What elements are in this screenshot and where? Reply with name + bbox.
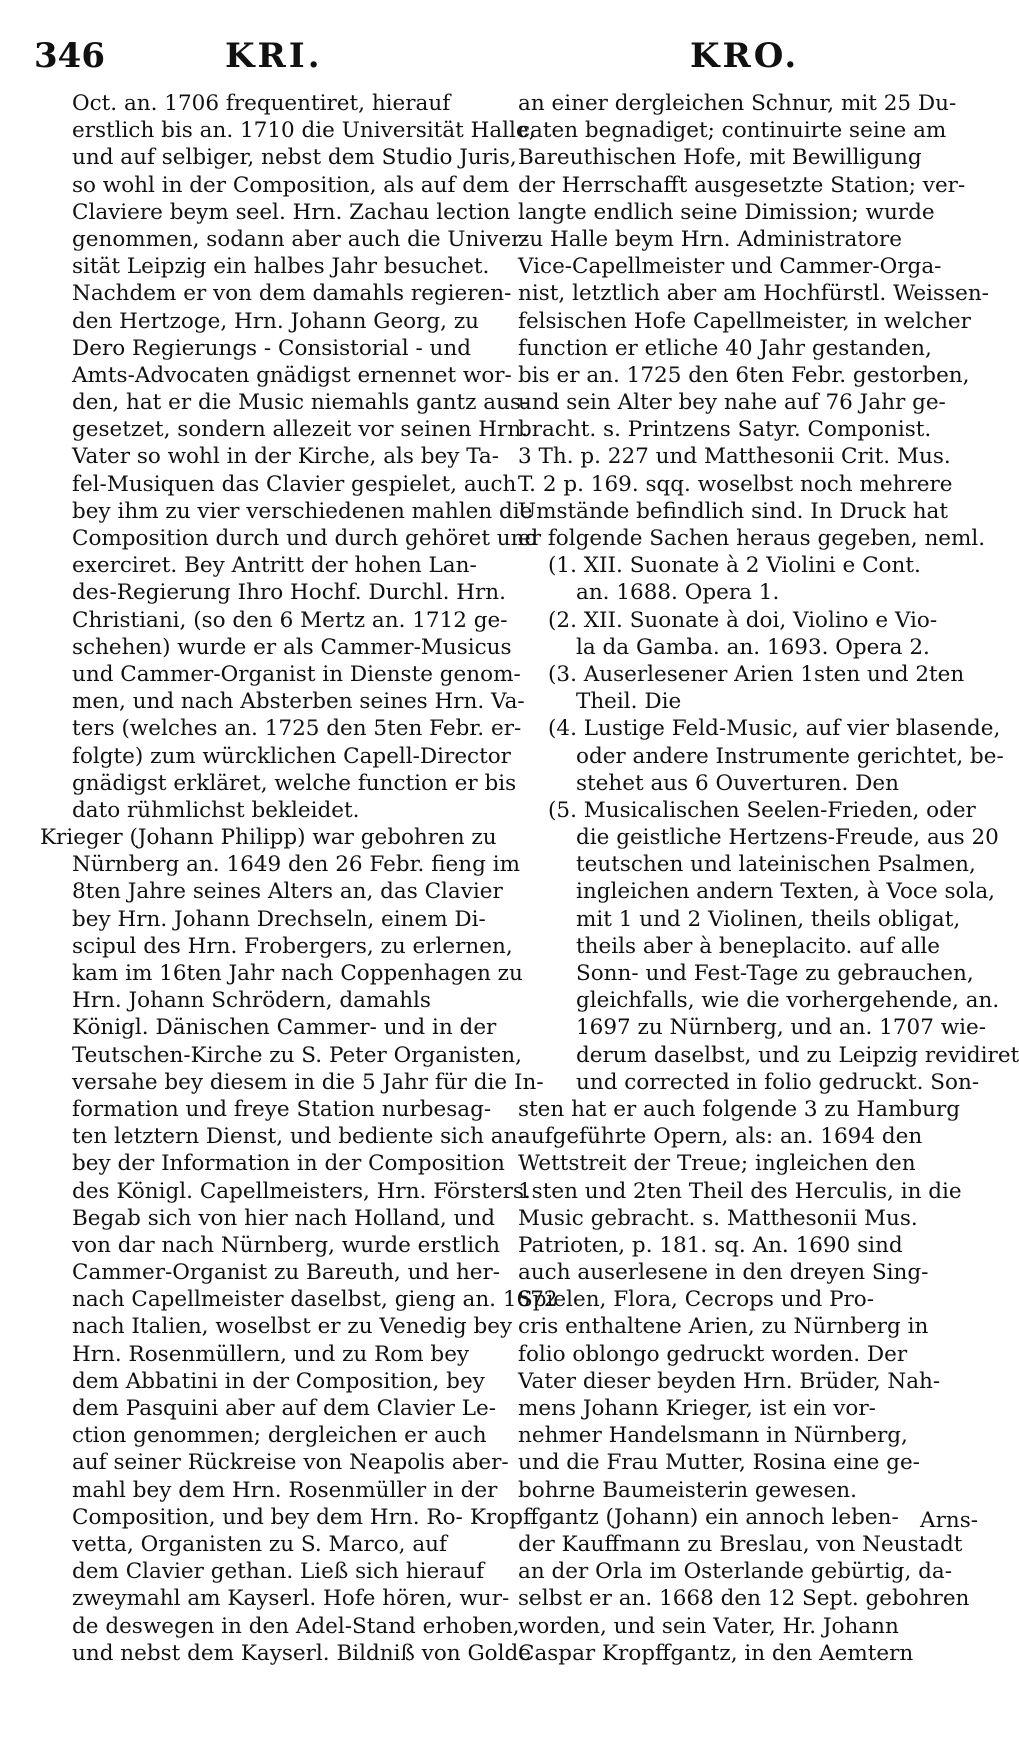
text-line: ten letztern Dienst, und bediente sich an- [72,1124,525,1150]
text-line: so wohl in der Composition, als auf dem [72,172,510,198]
text-line: und Cammer-Organist in Dienste genom- [72,661,521,687]
text-line: Cammer-Organist zu Bareuth, und her- [72,1260,501,1286]
text-line: die geistliche Hertzens-Freude, aus 20 [576,825,999,851]
text-line: formation und freye Station nurbesag- [72,1096,492,1122]
text-line: mit 1 und 2 Violinen, theils obligat, [576,906,961,932]
text-line: des Königl. Capellmeisters, Hrn. Försters. [72,1178,531,1204]
text-line: la da Gamba. an. 1693. Opera 2. [576,634,930,660]
text-line: Bareuthischen Hofe, mit Bewilligung [518,145,922,171]
text-line: und die Frau Mutter, Rosina eine ge- [518,1450,920,1476]
text-line: sten hat er auch folgende 3 zu Hamburg [518,1096,960,1122]
text-line: vetta, Organisten zu S. Marco, auf [72,1531,447,1557]
text-line: Dero Regierungs - Consistorial - und [72,335,471,361]
text-line: den, hat er die Music niemahls gantz aus- [72,390,529,416]
text-line: selbst er an. 1668 den 12 Sept. gebohren [518,1586,970,1612]
text-line: den Hertzoge, Hrn. Johann Georg, zu [72,308,480,334]
text-line: des-Regierung Ihro Hochf. Durchl. Hrn. [72,580,506,606]
text-line: Teutschen-Kirche zu S. Peter Organisten, [72,1042,522,1068]
left-text-column [40,90,558,1667]
text-line: nehmer Handelsmann in Nürnberg, [518,1423,908,1449]
text-line: Caspar Kropffgantz, in den Aemtern [518,1640,914,1666]
running-header [30,36,970,96]
text-line: ction genommen; dergleichen er auch [72,1423,487,1449]
text-line: Claviere beym seel. Hrn. Zachau lection [72,199,511,225]
text-line: mahl bey dem Hrn. Rosenmüller in der [72,1477,498,1503]
text-line: (2. XII. Suonate à doi, Violino e Vio- [548,607,938,633]
right-running-head: KRO. [690,36,800,76]
page-number: 346 [34,36,105,76]
text-line: Vice-Capellmeister und Cammer-Orga- [518,254,942,280]
text-line: Wettstreit der Treue; ingleichen den [518,1151,916,1177]
text-line: fel-Musiquen das Clavier gespielet, auch [72,471,517,497]
text-line: felsischen Hofe Capellmeister, in welcher [518,308,971,334]
text-line: (5. Musicalischen Seelen-Frieden, oder [548,797,976,823]
text-line: folio oblongo gedruckt worden. Der [518,1341,908,1367]
text-line: nist, letztlich aber am Hochfürstl. Weissen- [518,281,989,307]
text-line: aufgeführte Opern, als: an. 1694 den [518,1124,923,1150]
text-line: Theil. Die [576,689,682,715]
text-line: nach Capellmeister daselbst, gieng an. 1672 [72,1287,558,1313]
text-line: ingleichen andern Texten, à Voce sola, [576,879,996,905]
text-line: Nürnberg an. 1649 den 26 Febr. fieng im [72,852,520,878]
text-line: bey ihm zu vier verschiedenen mahlen die [72,498,533,524]
text-line: erstlich bis an. 1710 die Universität Halle, [72,118,536,144]
text-line: stehet aus 6 Ouverturen. Den [576,770,899,796]
text-line: scipul des Hrn. Frobergers, zu erlernen, [72,933,513,959]
text-line: an. 1688. Opera 1. [576,580,780,606]
text-line: dato rühmlichst bekleidet. [72,797,360,823]
text-line: der Herrschafft ausgesetzte Station; ver- [518,172,966,198]
text-line: und sein Alter bey nahe auf 76 Jahr ge- [518,390,946,416]
text-line: de deswegen in den Adel-Stand erhoben, [72,1613,520,1639]
text-line: T. 2 p. 169. sqq. woselbst noch mehrere [518,471,953,497]
text-line: Hrn. Johann Schrödern, damahls [72,988,431,1014]
text-line: folgte) zum würcklichen Capell-Director [72,743,511,769]
text-line: mens Johann Krieger, ist ein vor- [518,1396,876,1421]
text-line: (4. Lustige Feld-Music, auf vier blasende, [548,716,1001,742]
text-line: worden, und sein Vater, Hr. Johann [518,1613,899,1639]
text-line: Nachdem er von dem damahls regieren- [72,281,512,307]
text-line: bey Hrn. Johann Drechseln, einem Di- [72,906,486,932]
text-line: 8ten Jahre seines Alters an, das Clavier [72,879,503,905]
text-line: cris enthaltene Arien, zu Nürnberg in [518,1314,929,1340]
text-line: dem Pasquini aber auf dem Clavier Le- [72,1396,496,1421]
text-line: Vater dieser beyden Hrn. Brüder, Nah- [518,1368,941,1394]
text-line: Composition durch und durch gehöret und [72,526,539,551]
text-line: er folgende Sachen heraus gegeben, neml. [518,526,986,551]
text-line: dem Abbatini in der Composition, bey [72,1368,485,1394]
text-line: zu Halle beym Hrn. Administratore [518,226,902,252]
text-line: genommen, sodann aber auch die Univer- [72,226,529,252]
text-line: Umstände befindlich sind. In Druck hat [518,498,949,524]
text-line: Königl. Dänischen Cammer- und in der [72,1015,497,1041]
text-line: function er etliche 40 Jahr gestanden, [518,335,932,361]
text-line: 3 Th. p. 227 und Matthesonii Crit. Mus. [518,444,951,470]
text-line: theils aber à beneplacito. auf alle [576,933,940,959]
catchword: Arns- [920,1508,978,1533]
text-line: auch auserlesene in den dreyen Sing- [518,1260,929,1286]
text-line: langte endlich seine Dimission; wurde [518,199,935,225]
text-line: auf seiner Rückreise von Neapolis aber- [72,1450,509,1476]
left-running-head: KRI. [225,36,323,76]
text-line: teutschen und lateinischen Psalmen, [576,852,976,878]
text-line: ters (welches an. 1725 den 5ten Febr. er- [72,716,522,742]
text-line: der Kauffmann zu Breslau, von Neustadt [518,1531,963,1557]
text-line: (1. XII. Suonate à 2 Violini e Cont. [548,553,921,579]
text-line: Music gebracht. s. Matthesonii Mus. [518,1205,918,1231]
text-line: Amts-Advocaten gnädigst ernennet wor- [72,362,512,388]
text-line: Krieger (Johann Philipp) war gebohren zu [40,825,497,851]
text-line: 1sten und 2ten Theil des Herculis, in die [518,1178,962,1204]
text-line: 1697 zu Nürnberg, und an. 1707 wie- [576,1015,986,1041]
text-line: dem Clavier gethan. Ließ sich hierauf [72,1559,485,1585]
text-line: und nebst dem Kayserl. Bildniß von Golde [72,1640,531,1666]
text-line: und corrected in folio gedruckt. Son- [576,1069,980,1095]
text-line: Kropffgantz (Johann) ein annoch leben- [470,1504,899,1530]
text-line: Patrioten, p. 181. sq. An. 1690 sind [518,1232,903,1258]
text-line: Christiani, (so den 6 Mertz an. 1712 ge- [72,607,508,633]
text-line: Hrn. Rosenmüllern, und zu Rom bey [72,1341,470,1367]
text-line: und auf selbiger, nebst dem Studio Juris, [72,145,517,171]
text-line: kam im 16ten Jahr nach Coppenhagen zu [72,961,523,986]
text-line: schehen) wurde er als Cammer-Musicus [72,634,512,660]
text-line: bracht. s. Printzens Satyr. Componist. [518,417,932,443]
text-line: Spielen, Flora, Cecrops und Pro- [518,1287,875,1313]
text-line: Begab sich von hier nach Holland, und [72,1205,496,1231]
text-line: bey der Information in der Composition [72,1151,505,1177]
text-line: an der Orla im Osterlande gebürtig, da- [518,1559,952,1585]
text-line: versahe bey diesem in die 5 Jahr für die In- [72,1069,544,1095]
text-line: Vater so wohl in der Kirche, als bey Ta- [72,444,499,470]
text-line: Composition, und bey dem Hrn. Ro- [72,1504,463,1530]
text-line: an einer dergleichen Schnur, mit 25 Du- [518,91,957,116]
text-line: gleichfalls, wie die vorhergehende, an. [576,988,1000,1014]
text-line: gnädigst erkläret, welche function er bis [72,770,517,796]
text-line: (3. Auserlesener Arien 1sten und 2ten [548,661,965,687]
text-line: oder andere Instrumente gerichtet, be- [576,743,1004,769]
text-line: Sonn- und Fest-Tage zu gebrauchen, [576,961,974,986]
text-line: sität Leipzig ein halbes Jahr besuchet. [72,254,490,280]
text-line: gesetzet, sondern allezeit vor seinen Hrn. [72,417,529,443]
text-line: bis er an. 1725 den 6ten Febr. gestorben, [518,362,970,388]
text-line: bohrne Baumeisterin gewesen. [518,1477,857,1503]
text-line: caten begnadiget; continuirte seine am [518,118,947,144]
text-line: von dar nach Nürnberg, wurde erstlich [72,1232,500,1258]
right-text-column [470,90,1019,1667]
text-line: men, und nach Absterben seines Hrn. Va- [72,689,525,715]
text-line: Oct. an. 1706 frequentiret, hierauf [72,91,451,116]
text-line: nach Italien, woselbst er zu Venedig bey [72,1314,513,1340]
text-line: derum daselbst, und zu Leipzig revidiret [576,1042,1019,1068]
text-line: zweymahl am Kayserl. Hofe hören, wur- [72,1586,510,1612]
text-line: exerciret. Bey Antritt der hohen Lan- [72,553,477,579]
